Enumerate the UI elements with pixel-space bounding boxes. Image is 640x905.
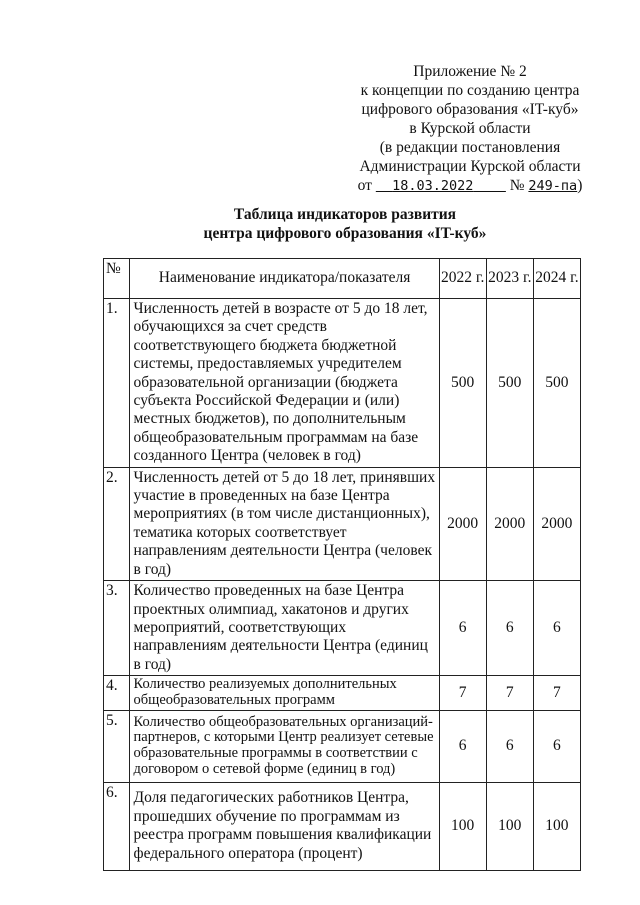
decree-date-value: 18.03.2022 <box>392 178 474 194</box>
value-2023: 6 <box>486 581 533 676</box>
table-title <box>120 205 570 243</box>
indicator-name: Доля педагогических работников Центра, прошедших обучение по программам из реестра программ повышения квалификации федерального оператора (процент) <box>129 782 439 870</box>
appendix-line: Администрации Курской области <box>359 158 581 175</box>
appendix-dateline <box>340 176 600 196</box>
title-line-2: центра цифрового образования «IT-куб» <box>203 225 487 242</box>
row-number: 5. <box>104 710 130 782</box>
table-row <box>104 581 581 676</box>
table-row <box>104 782 581 870</box>
decree-date <box>376 178 506 194</box>
header-2022: 2022 г. <box>439 259 486 299</box>
table-row <box>104 467 581 580</box>
row-number: 3. <box>104 581 130 676</box>
header-name: Наименование индикатора/показателя <box>129 259 439 299</box>
indicators-table <box>103 258 581 871</box>
indicator-name: Численность детей в возрасте от 5 до 18 лет, обучающихся за счет средств соответствующего бюджета бюджетной системы, предоставляемых учредителем образовательной организации (бюджета субъекта Российской Федерации и (или) местных бюджетов), по дополнительным общеобразовательным программам на базе созданного Центра (человек в год) <box>129 299 439 468</box>
date-prefix: от <box>357 177 372 194</box>
table-row <box>104 710 581 782</box>
appendix-line: Приложение № 2 <box>413 63 527 80</box>
indicator-name: Количество реализуемых дополнительных общеобразовательных программ <box>129 676 439 711</box>
title-line-1: Таблица индикаторов развития <box>233 206 457 223</box>
value-2024: 2000 <box>533 467 580 580</box>
appendix-line: к концепции по созданию центра <box>360 82 580 99</box>
value-2024: 6 <box>533 581 580 676</box>
value-2022: 6 <box>439 581 486 676</box>
value-2022: 500 <box>439 299 486 468</box>
closing-paren: ) <box>577 177 583 194</box>
row-number: 6. <box>104 782 130 870</box>
value-2022: 6 <box>439 710 486 782</box>
table-header-row <box>104 259 581 299</box>
indicator-name: Количество общеобразовательных организаций-партнеров, с которыми Центр реализует сетевые образовательные программы в соответствии с договором о сетевой форме (единиц в год) <box>129 710 439 782</box>
value-2023: 100 <box>486 782 533 870</box>
row-number: 4. <box>104 676 130 711</box>
value-2022: 7 <box>439 676 486 711</box>
table-row <box>104 299 581 468</box>
decree-number: 249-па <box>528 178 578 194</box>
value-2023: 500 <box>486 299 533 468</box>
header-2023: 2023 г. <box>486 259 533 299</box>
header-2024: 2024 г. <box>533 259 580 299</box>
appendix-line: в Курской области <box>409 120 531 137</box>
appendix-header <box>340 62 600 196</box>
value-2024: 6 <box>533 710 580 782</box>
value-2024: 500 <box>533 299 580 468</box>
number-prefix: № <box>509 177 525 194</box>
appendix-line: цифрового образования «IT-куб» <box>361 101 579 118</box>
indicator-name: Количество проведенных на базе Центра проектных олимпиад, хакатонов и других мероприятий, соответствующих направлениям деятельности Центра (единиц в год) <box>129 581 439 676</box>
value-2022: 2000 <box>439 467 486 580</box>
value-2022: 100 <box>439 782 486 870</box>
header-num: № <box>104 259 130 299</box>
table-row <box>104 676 581 711</box>
indicator-name: Численность детей от 5 до 18 лет, принявших участие в проведенных на базе Центра мероприятиях (в том числе дистанционных), тематика которых соответствует направлениям деятельности Центра (человек в год) <box>129 467 439 580</box>
value-2023: 2000 <box>486 467 533 580</box>
row-number: 2. <box>104 467 130 580</box>
value-2024: 100 <box>533 782 580 870</box>
value-2023: 6 <box>486 710 533 782</box>
value-2023: 7 <box>486 676 533 711</box>
value-2024: 7 <box>533 676 580 711</box>
appendix-line: (в редакции постановления <box>379 139 561 156</box>
row-number: 1. <box>104 299 130 468</box>
